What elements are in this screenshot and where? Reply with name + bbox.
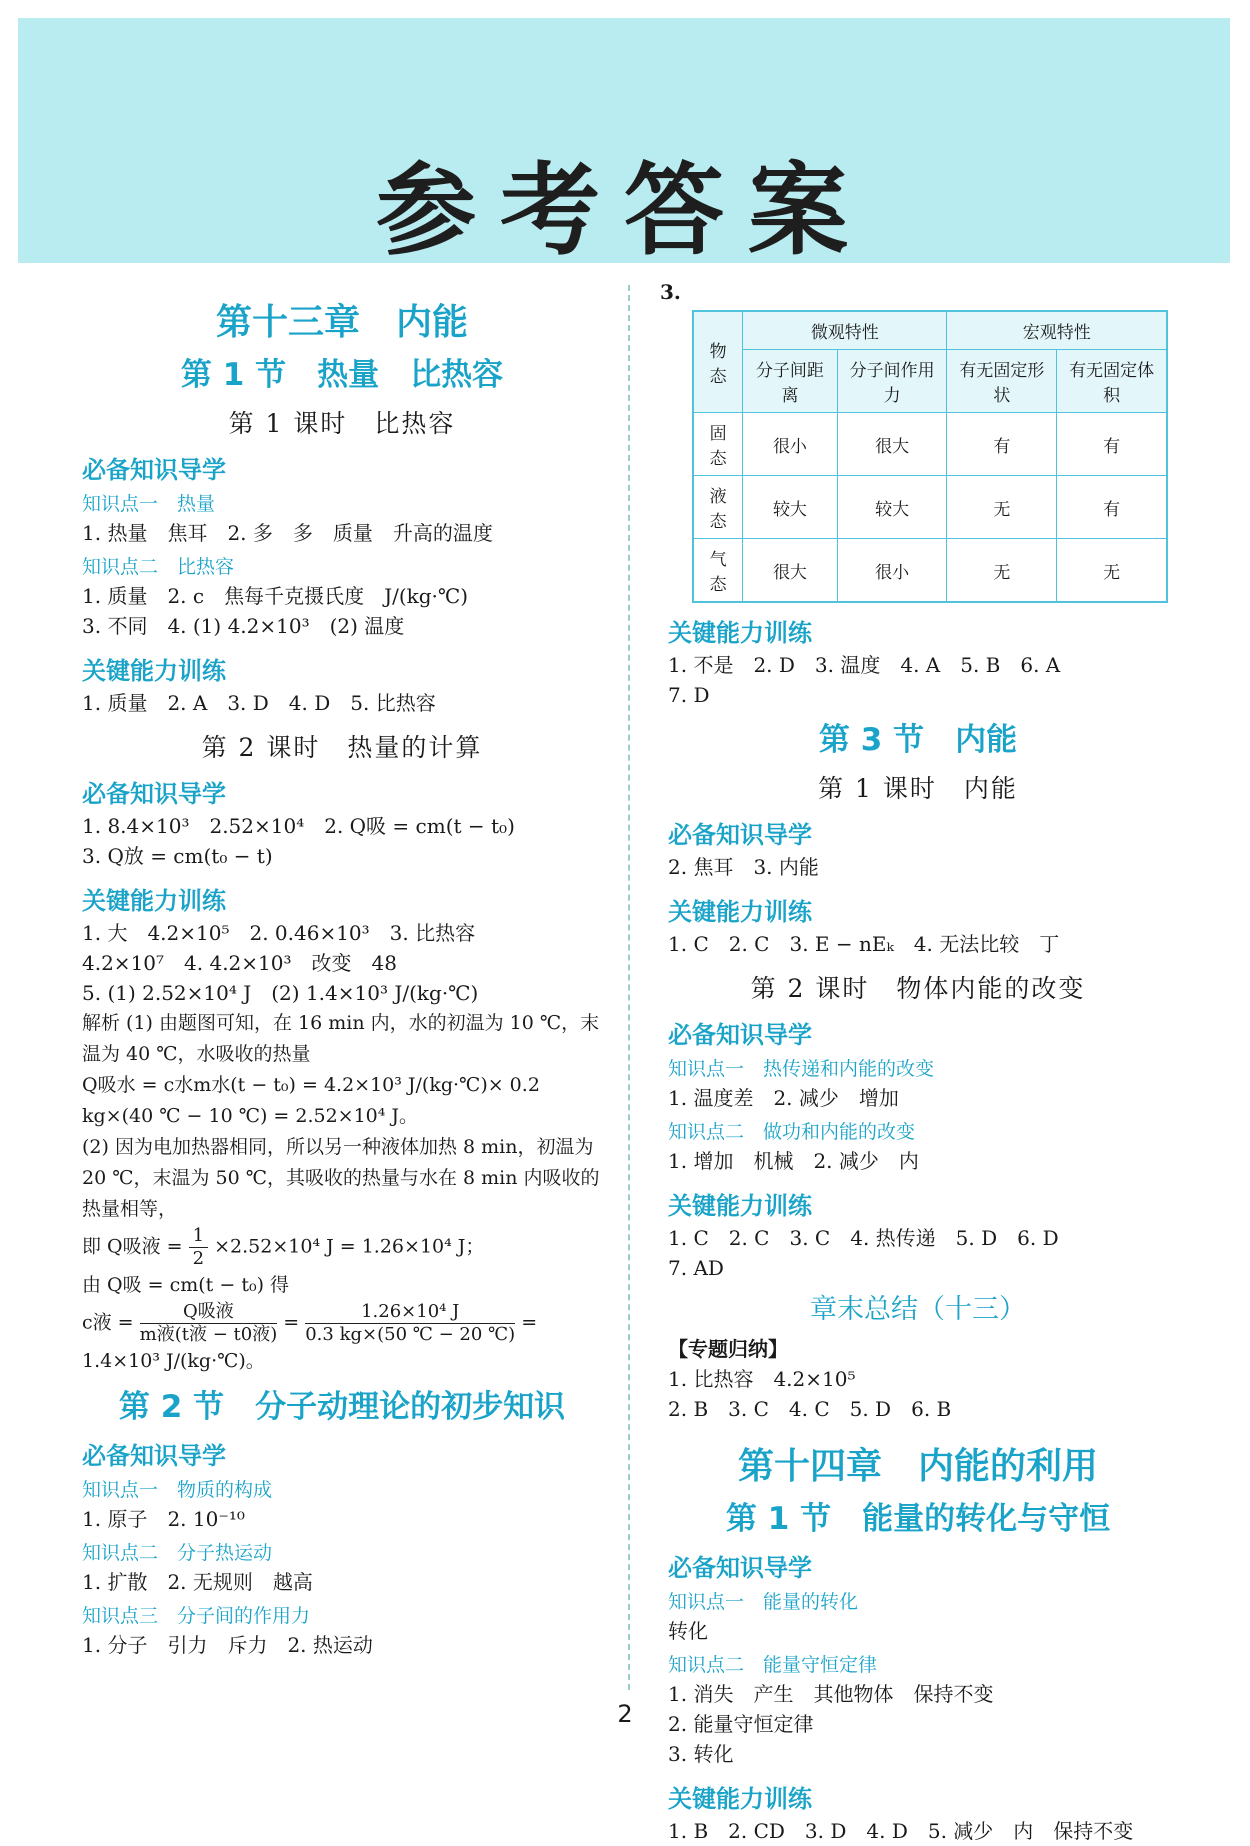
- chapter-title: 第十四章 内能的利用: [737, 1446, 1098, 1487]
- knowledge-point: 知识点一 物质的构成: [82, 1479, 273, 1501]
- heading-bibei: 必备知识导学: [668, 1021, 812, 1049]
- answer-line: 3. Q放 = cm(t₀ − t): [82, 844, 273, 868]
- answer-line: 1. 温度差 2. 减少 增加: [668, 1086, 899, 1110]
- heading-bibei: 必备知识导学: [668, 1554, 812, 1582]
- answer-line: 1. 质量 2. c 焦每千克摄氏度 J/(kg·℃): [82, 584, 469, 608]
- table-cell: 固态: [693, 413, 743, 476]
- right-column: [660, 280, 1168, 1846]
- formula-part: 即 Q吸液 =: [82, 1235, 183, 1258]
- table-row: [693, 476, 1167, 539]
- heading-guanjian: 关键能力训练: [668, 1192, 812, 1220]
- answer-line: 7. AD: [668, 1256, 724, 1280]
- answer-line: 2. 焦耳 3. 内能: [668, 855, 819, 879]
- formula-part: =: [521, 1311, 538, 1334]
- title-banner: [18, 18, 1230, 269]
- answer-line: 2. 能量守恒定律: [668, 1712, 814, 1736]
- table-header: 宏观特性: [947, 311, 1167, 350]
- answer-line: 1. 大 4.2×10⁵ 2. 0.46×10³ 3. 比热容: [82, 921, 476, 945]
- answer-line: 2. B 3. C 4. C 5. D 6. B: [668, 1397, 952, 1421]
- analysis-text: 解析 (1) 由题图可知，在 16 min 内，水的初温为 10 ℃，末温为 40 ℃，水吸收的热量: [82, 1012, 600, 1065]
- answer-line: 1. B 2. CD 3. D 4. D 5. 减少 内 保持不变: [668, 1819, 1134, 1843]
- lesson-title: 第 1 课时 内能: [818, 774, 1018, 803]
- analysis-block: [82, 1008, 602, 1377]
- lesson-title: 第 2 课时 物体内能的改变: [750, 974, 1086, 1003]
- summary-title: 章末总结（十三）: [810, 1294, 1026, 1325]
- table-cell: 无: [947, 476, 1057, 539]
- answer-line: 3. 不同 4. (1) 4.2×10³ (2) 温度: [82, 614, 405, 638]
- table-row: [693, 539, 1167, 603]
- section-title: 第 3 节 内能: [818, 722, 1018, 758]
- question-number: 3.: [660, 280, 681, 304]
- answer-line: 1. 8.4×10³ 2.52×10⁴ 2. Q吸 = cm(t − t₀): [82, 814, 515, 838]
- formula-part: c液 =: [82, 1311, 134, 1334]
- fraction-bottom: 0.3 kg×(50 ℃ − 20 ℃): [305, 1324, 516, 1345]
- heading-guanjian: 关键能力训练: [668, 619, 812, 647]
- table-cell: 气态: [693, 539, 743, 603]
- lesson-title: 第 1 课时 比热容: [228, 409, 456, 438]
- table-cell: 很小: [743, 413, 838, 476]
- answer-line: 1. 消失 产生 其他物体 保持不变: [668, 1682, 994, 1706]
- table-subheader: 分子间距离: [743, 350, 838, 413]
- table-cell: 有: [1057, 476, 1167, 539]
- formula-part: ×2.52×10⁴ J = 1.26×10⁴ J；: [214, 1235, 485, 1258]
- fraction: [189, 1225, 208, 1270]
- knowledge-point: 知识点三 分子间的作用力: [82, 1605, 311, 1627]
- fraction: [305, 1301, 515, 1346]
- answer-line: 4.2×10⁷ 4. 4.2×10³ 改变 48: [82, 951, 397, 975]
- heading-bibei: 必备知识导学: [82, 456, 226, 484]
- table-cell: 液态: [693, 476, 743, 539]
- section-title: 第 1 节 能量的转化与守恒: [725, 1501, 1111, 1537]
- table-cell: 有: [947, 413, 1057, 476]
- fraction-bottom: m液(t液 − t0液): [139, 1324, 278, 1345]
- table-row: [693, 413, 1167, 476]
- knowledge-point: 知识点二 做功和内能的改变: [668, 1121, 916, 1143]
- fraction-top: 1: [189, 1225, 208, 1248]
- analysis-formula: [82, 1225, 602, 1270]
- analysis-text: (2) 因为电加热器相同，所以另一种液体加热 8 min，初温为 20 ℃，末温为 50 ℃，其吸收的热量与水在 8 min 内吸收的热量相等，: [82, 1136, 600, 1220]
- answer-line: 1. 比热容 4.2×10⁵: [668, 1367, 856, 1391]
- answer-line: 1. 原子 2. 10⁻¹⁰: [82, 1507, 245, 1531]
- section-title: 第 1 节 热量 比热容: [180, 357, 504, 393]
- column-divider: [628, 285, 630, 1690]
- fraction-top: Q吸液: [140, 1301, 278, 1324]
- answer-line: 1. 热量 焦耳 2. 多 多 质量 升高的温度: [82, 521, 493, 545]
- analysis-text: 1.4×10³ J/(kg·℃)。: [82, 1350, 265, 1372]
- table-header: 微观特性: [743, 311, 947, 350]
- table-cell: 很大: [743, 539, 838, 603]
- answer-line: 1. 扩散 2. 无规则 越高: [82, 1570, 313, 1594]
- fraction-top: 1.26×10⁴ J: [305, 1301, 515, 1324]
- table-cell: 较大: [743, 476, 838, 539]
- table-subheader: 有无固定体积: [1057, 350, 1167, 413]
- table-subheader: 有无固定形状: [947, 350, 1057, 413]
- topic-label: 【专题归纳】: [668, 1337, 788, 1361]
- analysis-text: Q吸水 = c水m水(t − t₀) = 4.2×10³ J/(kg·℃)× 0.2 kg×(40 ℃ − 10 ℃) = 2.52×10⁴ J。: [82, 1074, 540, 1127]
- knowledge-point: 知识点二 能量守恒定律: [668, 1654, 878, 1676]
- section-title: 第 2 节 分子动理论的初步知识: [118, 1389, 566, 1425]
- answer-line: 转化: [668, 1619, 708, 1643]
- heading-guanjian: 关键能力训练: [82, 657, 226, 685]
- left-column: [82, 280, 602, 1660]
- table-cell: 很小: [837, 539, 947, 603]
- heading-guanjian: 关键能力训练: [668, 898, 812, 926]
- page-number: 2: [617, 1700, 633, 1728]
- analysis-text: 由 Q吸 = cm(t − t₀) 得: [82, 1274, 290, 1296]
- formula-part: =: [283, 1311, 300, 1334]
- answer-line: 1. 不是 2. D 3. 温度 4. A 5. B 6. A: [668, 653, 1061, 677]
- answer-line: 1. 质量 2. A 3. D 4. D 5. 比热容: [82, 691, 436, 715]
- table-header: 物态: [693, 311, 743, 413]
- table-cell: 较大: [837, 476, 947, 539]
- heading-guanjian: 关键能力训练: [82, 887, 226, 915]
- states-table: [692, 310, 1168, 603]
- page-title: 参考答案: [376, 151, 872, 269]
- knowledge-point: 知识点二 分子热运动: [82, 1542, 273, 1564]
- knowledge-point: 知识点一 能量的转化: [668, 1591, 859, 1613]
- table-cell: 无: [947, 539, 1057, 603]
- answer-line: 3. 转化: [668, 1742, 734, 1766]
- answer-line: 7. D: [668, 683, 710, 707]
- knowledge-point: 知识点二 比热容: [82, 556, 235, 578]
- answer-line: 5. (1) 2.52×10⁴ J (2) 1.4×10³ J/(kg·℃): [82, 981, 479, 1005]
- knowledge-point: 知识点一 热量: [82, 493, 216, 515]
- heading-bibei: 必备知识导学: [82, 780, 226, 808]
- heading-guanjian: 关键能力训练: [668, 1785, 812, 1813]
- lesson-title: 第 2 课时 热量的计算: [201, 733, 483, 762]
- table-cell: 很大: [837, 413, 947, 476]
- fraction: [140, 1301, 278, 1346]
- heading-bibei: 必备知识导学: [82, 1442, 226, 1470]
- table-cell: 有: [1057, 413, 1167, 476]
- answer-line: 1. C 2. C 3. E − nEₖ 4. 无法比较 丁: [668, 932, 1060, 956]
- answer-line: 1. C 2. C 3. C 4. 热传递 5. D 6. D: [668, 1226, 1059, 1250]
- answer-line: 1. 增加 机械 2. 减少 内: [668, 1149, 919, 1173]
- analysis-formula: [82, 1301, 602, 1346]
- answer-line: 1. 分子 引力 斥力 2. 热运动: [82, 1633, 373, 1657]
- knowledge-point: 知识点一 热传递和内能的改变: [668, 1058, 935, 1080]
- table-cell: 无: [1057, 539, 1167, 603]
- table-subheader: 分子间作用力: [837, 350, 947, 413]
- chapter-title: 第十三章 内能: [215, 302, 468, 343]
- fraction-bottom: 2: [192, 1248, 205, 1269]
- heading-bibei: 必备知识导学: [668, 821, 812, 849]
